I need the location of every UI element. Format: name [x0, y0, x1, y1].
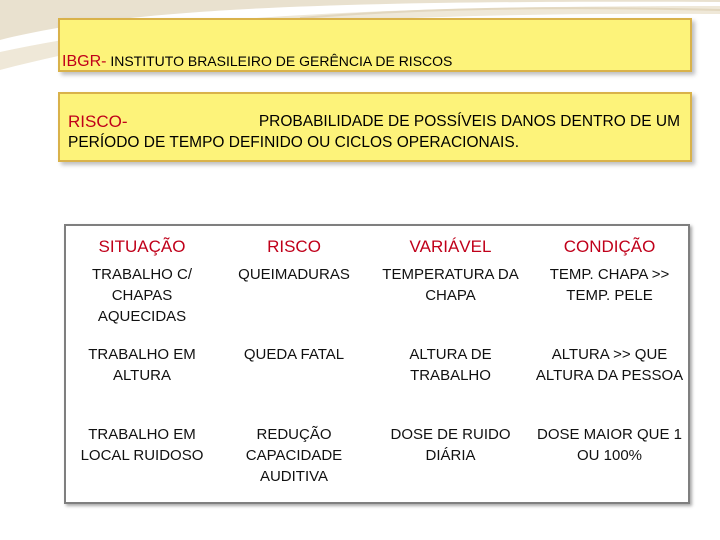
table-row — [65, 420, 689, 503]
table-cell: DOSE MAIOR QUE 1 OU 100% — [536, 426, 683, 464]
table-cell: TEMPERATURA DA CHAPA — [382, 266, 519, 304]
table-cell: QUEDA FATAL — [243, 346, 345, 363]
table-cell: TRABALHO EM LOCAL RUIDOSO — [80, 426, 204, 464]
institute-acronym: IBGR- — [62, 53, 107, 70]
table-cell: TRABALHO EM ALTURA — [88, 346, 196, 384]
definition-line1: PROBABILIDADE DE POSSÍVEIS DANOS DENTRO DE UM — [258, 113, 680, 130]
table-cell: ALTURA DE TRABALHO — [409, 346, 492, 384]
table-header-row — [65, 225, 689, 260]
institute-title — [62, 53, 452, 71]
header-variavel: VARIÁVEL — [409, 237, 492, 256]
institute-name: INSTITUTO BRASILEIRO DE GERÊNCIA DE RISCOS — [110, 53, 453, 69]
table-cell: REDUÇÃO CAPACIDADE AUDITIVA — [245, 426, 343, 485]
risk-definition-box — [58, 92, 692, 162]
institute-banner — [58, 18, 692, 72]
header-condicao: CONDIÇÃO — [563, 237, 656, 256]
definition-line2: PERÍODO DE TEMPO DEFINIDO OU CICLOS OPERACIONAIS. — [68, 134, 520, 151]
table-cell: TRABALHO C/ CHAPAS AQUECIDAS — [91, 266, 193, 325]
table-cell: DOSE DE RUIDO DIÁRIA — [390, 426, 511, 464]
table-row — [65, 260, 689, 340]
risk-definition — [68, 111, 680, 153]
table-cell: QUEIMADURAS — [238, 266, 350, 283]
table-cell: ALTURA >> QUE ALTURA DA PESSOA — [535, 346, 684, 384]
header-risco: RISCO — [267, 237, 321, 256]
table-cell: TEMP. CHAPA >> TEMP. PELE — [549, 266, 670, 304]
header-situacao: SITUAÇÃO — [98, 237, 186, 256]
risk-table — [64, 224, 690, 504]
table-row — [65, 340, 689, 420]
definition-term: RISCO- — [68, 112, 128, 131]
